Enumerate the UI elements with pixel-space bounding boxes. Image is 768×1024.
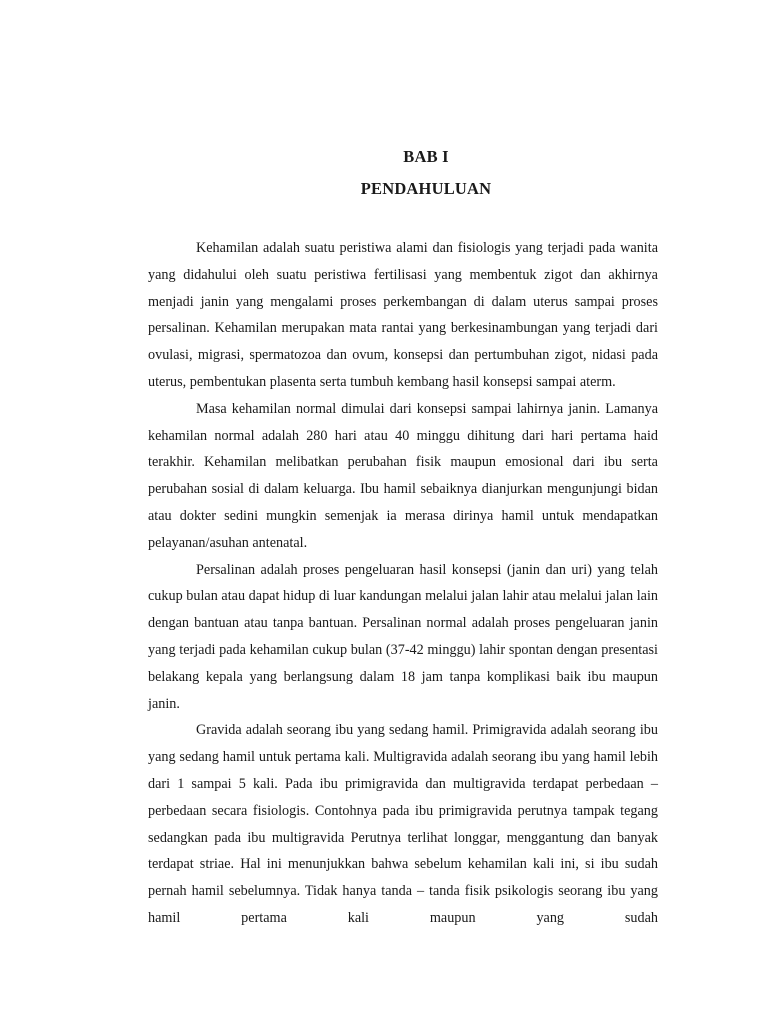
chapter-heading: BAB I xyxy=(403,147,449,166)
paragraph-masa-kehamilan: Masa kehamilan normal dimulai dari konsepsi sampai lahirnya janin. Lamanya kehamilan normal adalah 280 hari atau 40 minggu dihitung dari hari pertama haid terakhir. Kehamilan melibatkan perubahan fisik maupun emosional dari ibu serta perubahan sosial di dalam keluarga. Ibu hamil sebaiknya dianjurkan mengunjungi bidan atau dokter sedini mungkin semenjak ia merasa dirinya hamil untuk mendapatkan pelayanan/asuhan antenatal. xyxy=(148,400,658,551)
paragraph-gravida: Gravida adalah seorang ibu yang sedang hamil. Primigravida adalah seorang ibu yang sedang hamil untuk pertama kali. Multigravida adalah seorang ibu yang hamil lebih dari 1 sampai 5 kali. Pada ibu primigravida dan multigravida terdapat perbedaan – perbedaan secara fisiologis. Contohnya pada ibu primigravida perutnya tampak tegang sedangkan pada ibu multigravida Perutnya terlihat longgar, menggantung dan banyak terdapat striae. Hal ini menunjukkan bahwa sebelum kehamilan kali ini, si ibu sudah pernah hamil sebelumnya. Tidak hanya tanda – tanda fisik psikologis seorang ibu yang hamil pertama kali maupun yang sudah xyxy=(148,722,658,926)
chapter-title: PENDAHULUAN xyxy=(360,179,492,198)
paragraph-persalinan: Persalinan adalah proses pengeluaran hasil konsepsi (janin dan uri) yang telah cukup bulan atau dapat hidup di luar kandungan melalui jalan lahir atau melalui jalan lain dengan bantuan atau tanpa bantuan. Persalinan normal adalah proses pengeluaran janin yang terjadi pada kehamilan cukup bulan (37-42 minggu) lahir spontan dengan presentasi belakang kepala yang berlangsung dalam 18 jam tanpa komplikasi baik ibu maupun janin. xyxy=(148,561,658,712)
paragraph-kehamilan: Kehamilan adalah suatu peristiwa alami dan fisiologis yang terjadi pada wanita yang didahului oleh suatu peristiwa fertilisasi yang membentuk zigot dan akhirnya menjadi janin yang mengalami proses perkembangan di dalam uterus sampai proses persalinan. Kehamilan merupakan mata rantai yang berkesinambungan yang terjadi dari ovulasi, migrasi, spermatozoa dan ovum, konsepsi dan pertumbuhan zigot, nidasi pada uterus, pembentukan plasenta serta tumbuh kembang hasil konsepsi sampai aterm. xyxy=(148,240,658,390)
body-text xyxy=(148,235,658,932)
